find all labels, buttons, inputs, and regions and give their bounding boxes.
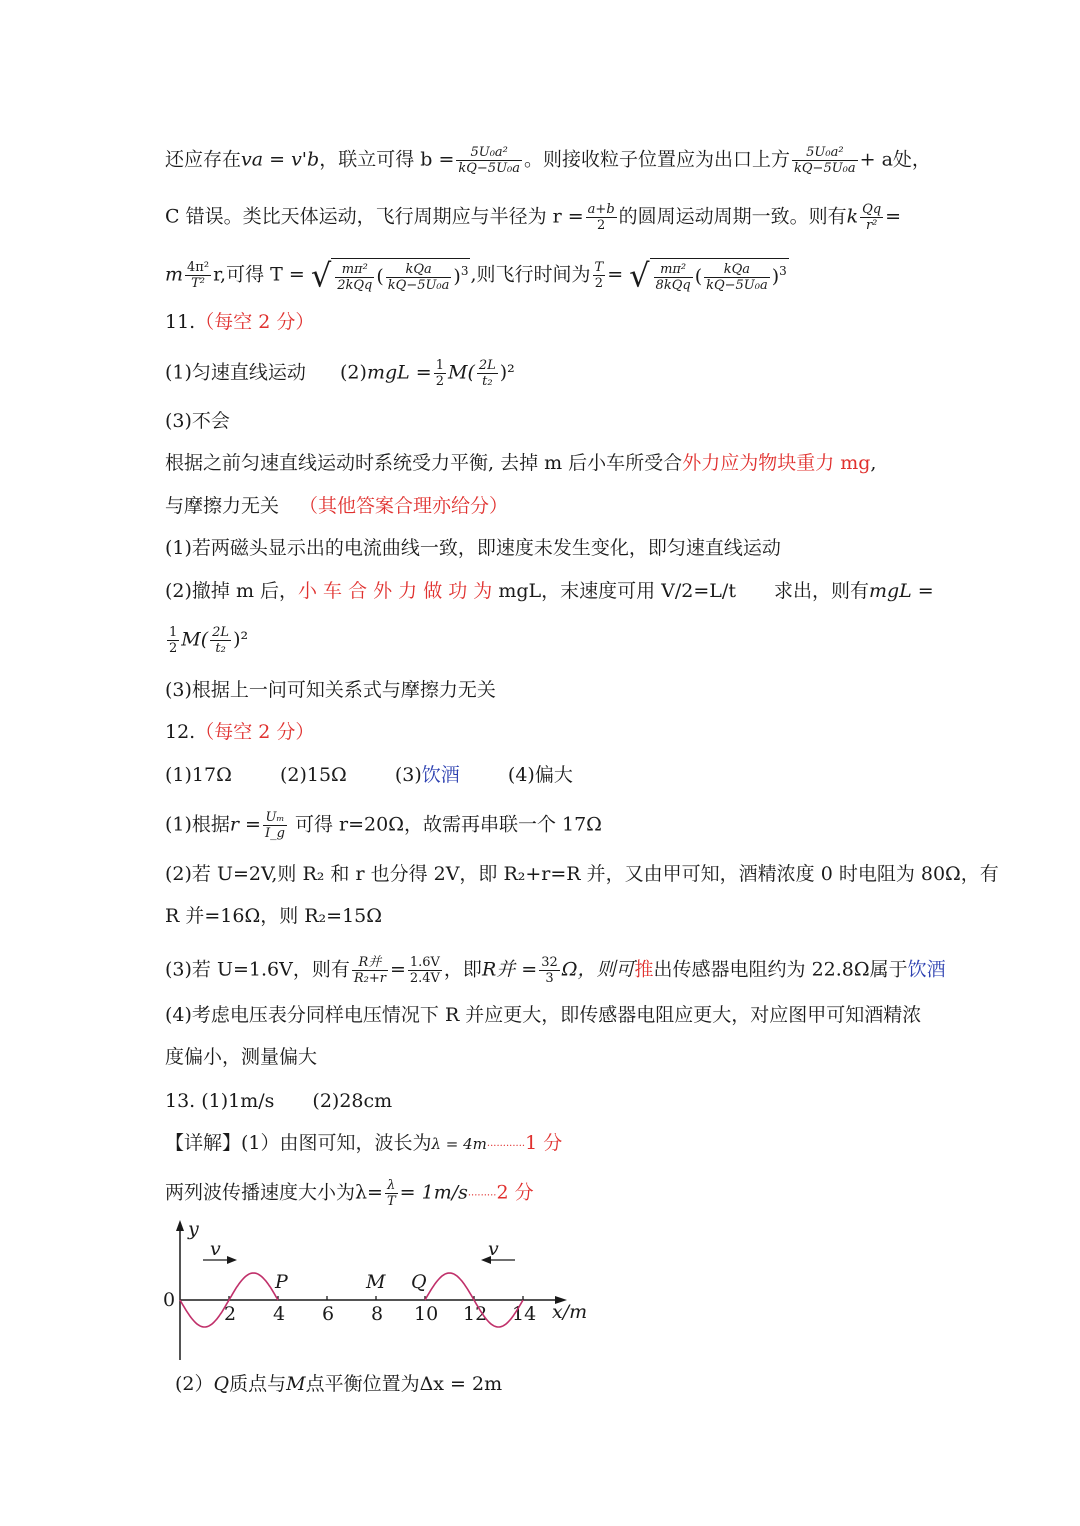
text: C 错误。类比天体运动，飞行周期应与半径为 r = xyxy=(165,205,584,228)
math: mgL = xyxy=(868,580,934,602)
q12-header xyxy=(165,720,314,744)
tick-label-14: 14 xyxy=(512,1303,537,1325)
text: 度偏小，测量偏大 xyxy=(165,1046,318,1068)
velocity-label-right: v xyxy=(488,1238,499,1260)
text: mgL，末速度可用 V/2=L/t 求出，则有 xyxy=(492,580,869,602)
math: M( xyxy=(181,628,209,651)
y-axis-arrow-icon xyxy=(176,1220,184,1231)
text: 质点与 xyxy=(229,1373,287,1395)
q11-answer-3 xyxy=(165,409,230,433)
text: = xyxy=(389,958,406,981)
tick-label-12: 12 xyxy=(463,1303,488,1325)
q11-explain-3 xyxy=(165,536,781,560)
text: (3)若 U=1.6V，则有 xyxy=(165,958,350,981)
q12-answers xyxy=(165,763,573,787)
text: = xyxy=(607,263,624,286)
q13-part-2 xyxy=(175,1372,502,1396)
q13-detail xyxy=(165,1131,562,1159)
text: (2)若 U=2V,则 R₂ 和 r 也分得 2V，即 R₂+r=R 并，又由甲可知，酒精浓度 0 时电阻为 80Ω，有 xyxy=(165,863,999,885)
score-note: 1 分 xyxy=(525,1132,563,1154)
x-axis-label: x/m xyxy=(552,1301,588,1323)
origin-label: 0 xyxy=(163,1289,176,1311)
math: )² xyxy=(233,628,249,651)
text: 。则接收粒子位置应为出口上方 xyxy=(524,148,791,171)
fraction: $\frac{\text{Uₘ}}{I\_g}$ xyxy=(264,810,285,841)
q11-header xyxy=(165,310,314,334)
highlight-text: 饮酒 xyxy=(907,958,946,981)
q11-explain-1 xyxy=(165,451,876,475)
score-note: （其他答案合理亦给分） xyxy=(299,495,509,517)
fraction: $\frac{\text{5U₀a²}}{\text{kQ−5U₀a}}$ xyxy=(458,145,520,176)
fraction: $\frac{2L}{\text{t₂}}$ xyxy=(212,625,230,656)
sqrt-icon: √ xyxy=(629,256,650,295)
math: = 1m/s xyxy=(399,1181,468,1204)
math: mgL = xyxy=(366,361,432,384)
sqrt-icon: √ xyxy=(310,256,332,295)
text: (2） xyxy=(175,1373,214,1395)
q11-answers xyxy=(165,358,515,389)
math: M( xyxy=(447,361,475,384)
score-note: 2 分 xyxy=(496,1181,534,1204)
question-number: 12. xyxy=(165,721,196,743)
fraction: $\frac{\text{R并}}{\text{R₂+r}}$ xyxy=(353,955,386,986)
fraction: $\frac{1.6V}{2.4V}$ xyxy=(409,955,440,986)
answer-1: (1)17Ω xyxy=(165,764,232,786)
dots: ········· xyxy=(467,1190,497,1202)
answer-2: (2)15Ω xyxy=(279,764,347,786)
q12-explain-4 xyxy=(165,955,946,986)
text: = xyxy=(885,205,902,228)
wave-diagram xyxy=(155,1215,605,1365)
q12-explain-1 xyxy=(165,810,602,841)
q12-explain-6 xyxy=(165,1045,317,1069)
answer-1: (1)匀速直线运动 xyxy=(165,361,306,384)
text: 可得 r=20Ω，故需再串联一个 17Ω xyxy=(294,813,602,836)
tick-label-4: 4 xyxy=(273,1303,286,1325)
text: 与摩擦力无关 xyxy=(165,495,280,517)
q13-answer xyxy=(165,1089,392,1113)
point-M-label: M xyxy=(366,1271,386,1293)
highlight-text: 推 xyxy=(634,958,654,981)
text: 两列波传播速度大小为λ= xyxy=(165,1181,383,1204)
sqrt-body: $\frac{\text{mπ²}}{\text{2kQq}}$ ( $\frac{\text{kQa}}{\text{kQ−5U₀a}}$ )$^3$ xyxy=(331,258,470,293)
text: r,可得 T = xyxy=(213,263,305,286)
text: 根据之前匀速直线运动时系统受力平衡, 去掉 m 后小车所受合 xyxy=(165,452,683,474)
velocity-label-left: v xyxy=(210,1238,221,1260)
fraction: $\frac{T}{2}$ xyxy=(594,259,604,291)
q10-line-1 xyxy=(165,145,931,176)
answer-3-value: 饮酒 xyxy=(421,764,460,786)
fraction: $\frac{\text{4π²}}{\text{T²}}$ xyxy=(187,259,210,291)
math: λ = 4m xyxy=(431,1135,487,1153)
math: M xyxy=(286,1373,306,1395)
text: 还应存在 xyxy=(165,148,242,171)
highlight-text: 小 车 合 外 力 做 功 为 xyxy=(298,580,493,602)
arrow-right-icon xyxy=(227,1256,237,1264)
text: (2)撤掉 m 后， xyxy=(165,580,299,602)
q11-explain-5 xyxy=(165,625,248,656)
fraction: $\frac{Qq}{\text{r²}}$ xyxy=(862,202,882,233)
text: 的圆周运动周期一致。则有 xyxy=(618,205,847,228)
math: R并 = xyxy=(481,958,538,981)
fraction: $\frac{a+b}{2}$ xyxy=(587,202,615,233)
math: m xyxy=(165,263,184,286)
sqrt-body: $\frac{\text{mπ²}}{\text{8kQq}}$ ( $\frac{\text{kQa}}{\text{kQ−5U₀a}}$ )$^3$ xyxy=(650,258,789,293)
dots: ············ xyxy=(486,1141,526,1152)
text: 【详解】(1）由图可知，波长为 xyxy=(165,1132,432,1154)
text: (4)考虑电压表分同样电压情况下 R 并应更大，即传感器电阻应更大，对应图甲可知酒精浓 xyxy=(165,1004,922,1026)
text: ,则飞行时间为 xyxy=(470,263,591,286)
q12-explain-2 xyxy=(165,862,999,886)
q13-speed xyxy=(165,1178,534,1209)
math: r = xyxy=(229,813,261,836)
text: ，联立可得 b = xyxy=(319,148,455,171)
q11-explain-4 xyxy=(165,579,934,603)
point-P-label: P xyxy=(275,1271,288,1293)
answer-3-prefix: (3) xyxy=(394,764,422,786)
text: 出传感器电阻约为 22.8Ω属于 xyxy=(653,958,908,981)
answer: 13. (1)1m/s (2)28cm xyxy=(165,1090,393,1112)
text: (1)根据 xyxy=(165,813,230,836)
text: 点平衡位置为Δx = 2m xyxy=(305,1373,503,1395)
math: Q xyxy=(213,1373,230,1395)
score-note: （每空 2 分） xyxy=(195,311,315,333)
answer-4: (4)偏大 xyxy=(507,764,573,786)
q10-line-2 xyxy=(165,202,901,233)
text: (1)若两磁头显示出的电流曲线一致，即速度未发生变化，即匀速直线运动 xyxy=(165,537,781,559)
answer-2-prefix: (2) xyxy=(340,361,367,384)
text: , xyxy=(870,452,877,474)
tick-label-2: 2 xyxy=(224,1303,237,1325)
answer-3: (3)不会 xyxy=(165,410,230,432)
fraction: $\frac{1}{2}$ xyxy=(169,625,178,656)
highlight-text: 外力应为物块重力 mg xyxy=(682,452,871,474)
tick-label-8: 8 xyxy=(371,1303,384,1325)
math: va = v'b xyxy=(241,148,320,171)
text: (3)根据上一问可知关系式与摩擦力无关 xyxy=(165,679,496,701)
question-number: 11. xyxy=(165,311,196,333)
q12-explain-5 xyxy=(165,1003,921,1027)
text: + a处， xyxy=(859,148,931,171)
text: ，即 xyxy=(443,958,482,981)
fraction: $\frac{\lambda}{T}$ xyxy=(386,1178,396,1209)
score-note: （每空 2 分） xyxy=(195,721,315,743)
point-Q-label: Q xyxy=(411,1271,427,1293)
text: Ω，则可 xyxy=(561,958,635,981)
fraction: $\frac{2L}{\text{t₂}}$ xyxy=(478,358,496,389)
fraction: $\frac{\text{5U₀a²}}{\text{kQ−5U₀a}}$ xyxy=(794,145,856,176)
math: k xyxy=(846,205,859,228)
tick-label-10: 10 xyxy=(414,1303,439,1325)
y-axis-label: y xyxy=(188,1218,199,1240)
q10-line-3 xyxy=(165,258,789,293)
tick-label-6: 6 xyxy=(322,1303,335,1325)
q11-explain-6 xyxy=(165,678,496,702)
q12-explain-3 xyxy=(165,904,382,928)
fraction: $\frac{1}{2}$ xyxy=(435,358,444,389)
math: )² xyxy=(499,361,515,384)
fraction: $\frac{32}{3}$ xyxy=(541,955,558,986)
q11-explain-2 xyxy=(165,494,508,518)
text: R 并=16Ω，则 R₂=15Ω xyxy=(165,905,383,927)
